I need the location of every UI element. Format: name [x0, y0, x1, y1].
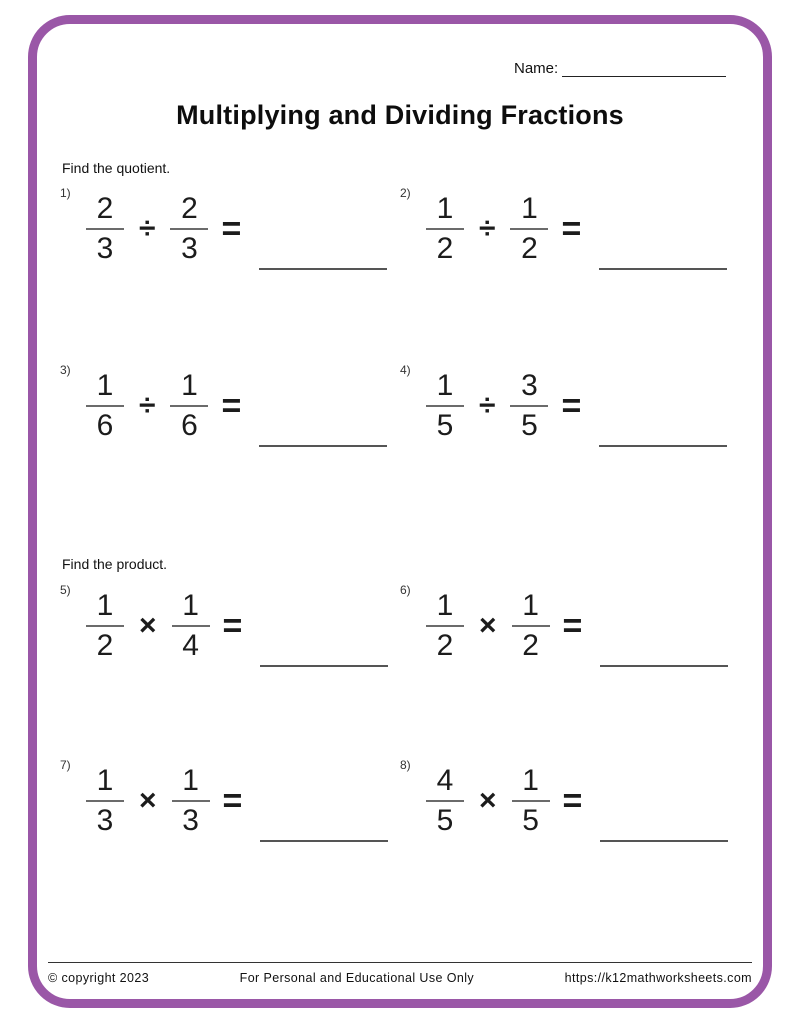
denominator: 3 [182, 804, 199, 838]
fraction-first [425, 193, 465, 266]
fraction-bar [426, 625, 464, 627]
expression [85, 193, 400, 266]
fraction-bar [512, 800, 550, 802]
equals-sign: = [562, 781, 583, 820]
fraction-second [169, 193, 209, 266]
expression [425, 193, 740, 266]
numerator: 1 [436, 589, 454, 622]
problem-5 [60, 583, 400, 663]
problem-7 [60, 758, 400, 838]
fraction-first [425, 590, 465, 663]
instruction-product: Find the product. [62, 556, 168, 572]
answer-blank [600, 665, 728, 667]
expression [425, 590, 740, 663]
multiplication-sign: × [139, 609, 157, 643]
equals-sign: = [561, 386, 582, 425]
denominator: 3 [181, 232, 198, 266]
numerator: 1 [522, 764, 539, 797]
problem-number: 4) [400, 363, 411, 377]
fraction-bar [86, 405, 124, 407]
fraction-first [85, 193, 125, 266]
fraction-first [425, 370, 465, 443]
footer [48, 971, 752, 985]
fraction-bar [170, 405, 208, 407]
numerator: 1 [182, 764, 199, 797]
problem-number: 6) [400, 583, 411, 597]
fraction-first [85, 765, 125, 838]
multiplication-sign: × [479, 784, 497, 818]
denominator: 5 [436, 409, 454, 443]
footer-divider [48, 962, 752, 963]
equals-sign: = [561, 209, 582, 248]
equals-sign: = [222, 606, 243, 645]
footer-url: https://k12mathworksheets.com [564, 971, 752, 985]
equals-sign: = [222, 781, 243, 820]
fraction-second [511, 765, 551, 838]
numerator: 2 [96, 192, 114, 225]
fraction-second [169, 370, 209, 443]
fraction-second [511, 590, 551, 663]
page-title: Multiplying and Dividing Fractions [176, 100, 624, 130]
division-sign: ÷ [479, 389, 496, 423]
multiplication-sign: × [139, 784, 157, 818]
fraction-bar [426, 405, 464, 407]
denominator: 5 [521, 409, 538, 443]
multiplication-sign: × [479, 609, 497, 643]
instruction-quotient: Find the quotient. [62, 160, 171, 176]
division-sign: ÷ [139, 212, 156, 246]
answer-blank [260, 840, 388, 842]
expression [85, 590, 400, 663]
problem-6 [400, 583, 740, 663]
numerator: 1 [181, 369, 198, 402]
problem-number: 8) [400, 758, 411, 772]
denominator: 2 [436, 629, 454, 663]
fraction-second [509, 370, 549, 443]
fraction-bar [172, 800, 210, 802]
fraction-second [509, 193, 549, 266]
fraction-bar [172, 625, 210, 627]
problem-1 [60, 186, 400, 266]
name-blank-line [562, 62, 726, 77]
problem-4 [400, 363, 740, 443]
equals-sign: = [562, 606, 583, 645]
name-field-row [514, 60, 726, 77]
expression [425, 370, 740, 443]
denominator: 2 [521, 232, 538, 266]
answer-blank [599, 445, 727, 447]
answer-blank [599, 268, 727, 270]
fraction-bar [512, 625, 550, 627]
fraction-bar [86, 228, 124, 230]
numerator: 1 [96, 764, 114, 797]
numerator: 4 [436, 764, 454, 797]
fraction-bar [86, 800, 124, 802]
fraction-bar [510, 405, 548, 407]
fraction-bar [170, 228, 208, 230]
numerator: 1 [436, 369, 454, 402]
denominator: 2 [96, 629, 114, 663]
denominator: 2 [522, 629, 539, 663]
numerator: 1 [182, 589, 199, 622]
numerator: 1 [436, 192, 454, 225]
footer-copyright: © copyright 2023 [48, 971, 150, 985]
fraction-second [171, 765, 211, 838]
problem-number: 1) [60, 186, 71, 200]
answer-blank [259, 445, 387, 447]
problem-2 [400, 186, 740, 266]
division-sign: ÷ [479, 212, 496, 246]
problem-number: 5) [60, 583, 71, 597]
problem-3 [60, 363, 400, 443]
name-label: Name: [514, 60, 559, 77]
denominator: 6 [96, 409, 114, 443]
denominator: 5 [522, 804, 539, 838]
denominator: 5 [436, 804, 454, 838]
denominator: 4 [182, 629, 199, 663]
numerator: 1 [521, 192, 538, 225]
fraction-first [85, 590, 125, 663]
division-sign: ÷ [139, 389, 156, 423]
expression [85, 765, 400, 838]
numerator: 2 [181, 192, 198, 225]
problem-8 [400, 758, 740, 838]
problem-number: 2) [400, 186, 411, 200]
numerator: 1 [522, 589, 539, 622]
denominator: 3 [96, 804, 114, 838]
fraction-bar [86, 625, 124, 627]
fraction-first [85, 370, 125, 443]
answer-blank [260, 665, 388, 667]
answer-blank [600, 840, 728, 842]
problem-number: 3) [60, 363, 71, 377]
equals-sign: = [221, 209, 242, 248]
fraction-bar [426, 228, 464, 230]
footer-usage-note: For Personal and Educational Use Only [239, 971, 475, 985]
numerator: 3 [521, 369, 538, 402]
denominator: 3 [96, 232, 114, 266]
expression [85, 370, 400, 443]
fraction-first [425, 765, 465, 838]
numerator: 1 [96, 369, 114, 402]
fraction-bar [510, 228, 548, 230]
numerator: 1 [96, 589, 114, 622]
fraction-bar [426, 800, 464, 802]
equals-sign: = [221, 386, 242, 425]
problem-number: 7) [60, 758, 71, 772]
denominator: 2 [436, 232, 454, 266]
expression [425, 765, 740, 838]
denominator: 6 [181, 409, 198, 443]
answer-blank [259, 268, 387, 270]
fraction-second [171, 590, 211, 663]
